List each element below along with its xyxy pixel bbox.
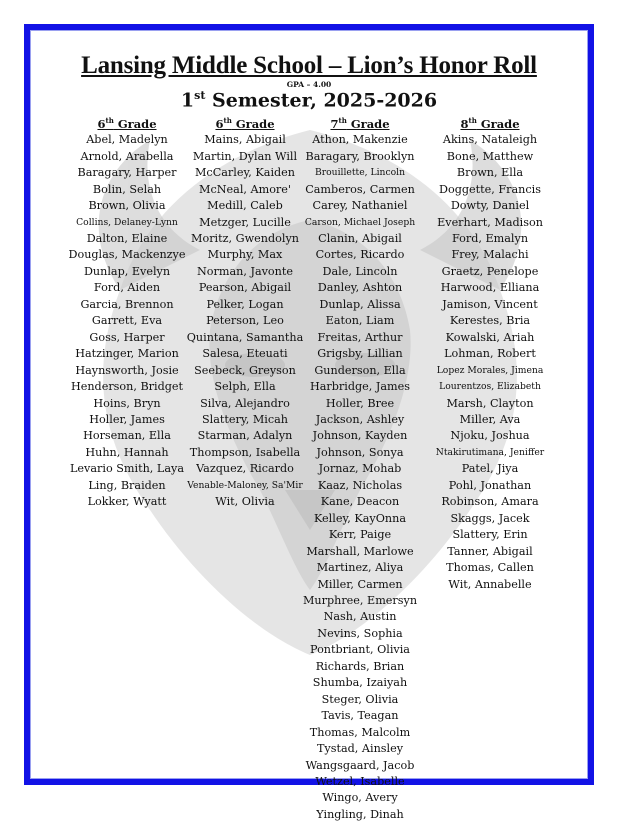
student-name: Wetzel, Isabelle (315, 774, 405, 788)
grade-suffix: th (105, 116, 114, 125)
student-name: Starman, Adalyn (197, 429, 293, 443)
student-name: Wit, Olivia (215, 495, 275, 509)
student-name: Seebeck, Greyson (194, 363, 296, 377)
page-title: Lansing Middle School – Lion’s Honor Roll (81, 52, 537, 79)
student-name: Metzger, Lucille (199, 215, 291, 229)
student-name: Wit, Annabelle (448, 577, 532, 591)
student-name: Bone, Matthew (446, 149, 534, 163)
student-name: Huhn, Hannah (85, 445, 169, 459)
semester-label: Semester, 2025-2026 (205, 89, 438, 112)
student-name: Danley, Ashton (317, 281, 403, 295)
student-name: Brown, Ella (456, 166, 524, 180)
gpa-subtitle: GPA – 4.00 (286, 80, 332, 89)
student-name: Njoku, Joshua (450, 429, 530, 443)
student-name: Ford, Aiden (93, 281, 161, 295)
student-name: Johnson, Sonya (316, 445, 404, 459)
student-name: Pearson, Abigail (198, 281, 292, 295)
grade-number: 6 (215, 116, 224, 131)
student-name: Yingling, Dinah (316, 807, 404, 821)
student-name: Selph, Ella (214, 380, 276, 394)
student-name: Medill, Caleb (207, 199, 283, 213)
student-name: Nevins, Sophia (317, 626, 403, 640)
student-name: Douglas, Mackenzye (68, 248, 186, 262)
student-name: Doggette, Francis (439, 182, 541, 196)
student-name: Kowalski, Ariah (445, 330, 535, 344)
student-name: Silva, Alejandro (200, 396, 290, 410)
student-name: Pelker, Logan (206, 297, 284, 311)
student-name: Freitas, Arthur (317, 330, 403, 344)
grade-number: 7 (330, 116, 339, 131)
student-name: Haynsworth, Josie (75, 363, 179, 377)
student-name: Shumba, Izaiyah (312, 676, 408, 690)
student-name: Garrett, Eva (91, 314, 163, 328)
student-name: Mains, Abigail (204, 133, 286, 147)
student-name: Peterson, Leo (206, 314, 284, 328)
student-name: Slattery, Erin (452, 528, 528, 542)
student-name: Tanner, Abigail (447, 544, 533, 558)
student-name: Baragary, Harper (77, 166, 177, 180)
student-name: Jornaz, Mohab (318, 462, 402, 476)
grade-column (420, 113, 560, 593)
student-name: Slattery, Micah (202, 412, 288, 426)
student-name: Goss, Harper (89, 330, 165, 344)
student-name: Athon, Makenzie (312, 133, 408, 147)
student-name: Graetz, Penelope (441, 264, 539, 278)
student-name: Kerestes, Bria (449, 314, 531, 328)
semester-heading (0, 89, 618, 111)
student-name: Kelley, KayOnna (314, 511, 406, 525)
student-name: Marshall, Marlowe (306, 544, 414, 558)
student-name: Frey, Malachi (451, 248, 529, 262)
student-name: Arnold, Arabella (80, 149, 174, 163)
student-name: Steger, Olivia (321, 692, 399, 706)
student-name: Collins, Delaney-Lynn (76, 216, 178, 228)
grade-number: 8 (460, 116, 469, 131)
student-name: Lohman, Robert (444, 347, 536, 361)
student-name: Harwood, Elliana (440, 281, 540, 295)
student-name: Robinson, Amara (441, 495, 539, 509)
grade-suffix: th (338, 116, 347, 125)
student-name: Tavis, Teagan (321, 709, 399, 723)
student-name: Thompson, Isabella (189, 445, 301, 459)
grade-heading (290, 113, 430, 132)
student-name: Brown, Olivia (88, 199, 166, 213)
grade-column (290, 113, 430, 823)
student-name: Wingo, Avery (322, 791, 398, 805)
student-name: Jamison, Vincent (442, 297, 538, 311)
student-name: Henderson, Bridget (70, 380, 184, 394)
student-name: Harbridge, James (309, 380, 411, 394)
student-name: Eaton, Liam (325, 314, 395, 328)
student-name: Salesa, Eteuati (202, 347, 288, 361)
student-name: McCarley, Kaiden (194, 166, 296, 180)
student-name: Kaaz, Nicholas (317, 478, 403, 492)
grade-label: Grade (231, 116, 275, 131)
student-name: Thomas, Callen (446, 561, 534, 575)
grade-suffix: th (223, 116, 232, 125)
student-name: Murphree, Emersyn (302, 593, 418, 607)
student-name: Everhart, Madison (437, 215, 543, 229)
student-name: Vazquez, Ricardo (196, 462, 294, 476)
student-name: Moritz, Gwendolyn (191, 232, 299, 245)
student-name: Martin, Dylan Will (192, 149, 298, 163)
student-name: Dunlap, Evelyn (83, 264, 171, 278)
student-name: McNeal, Amore' (199, 182, 291, 196)
student-name: Holler, Bree (325, 396, 395, 410)
student-name: Ford, Emalyn (451, 232, 529, 245)
student-name: Martinez, Aliya (316, 561, 404, 575)
student-name: Jackson, Ashley (315, 412, 405, 426)
grade-number: 6 (97, 116, 106, 131)
student-name: Pohl, Jonathan (448, 478, 532, 492)
student-name: Nash, Austin (323, 610, 397, 624)
student-name: Richards, Brian (315, 659, 405, 673)
student-name: Patel, Jiya (461, 462, 519, 476)
student-name: Lokker, Wyatt (87, 495, 167, 509)
student-name: Miller, Ava (459, 412, 521, 426)
student-name: Gunderson, Ella (314, 363, 406, 377)
student-name: Kerr, Paige (328, 528, 392, 542)
grade-label: Grade (113, 116, 157, 131)
student-name: Tystad, Ainsley (316, 742, 404, 756)
student-name: Holler, James (89, 412, 165, 426)
student-name: Baragary, Brooklyn (305, 149, 415, 163)
student-name: Grigsby, Lillian (317, 347, 403, 361)
student-name: Dowty, Daniel (450, 199, 530, 213)
grade-suffix: th (468, 116, 477, 125)
student-name: Johnson, Kayden (312, 429, 408, 443)
grade-heading (420, 113, 560, 132)
student-name: Clanin, Abigail (318, 232, 402, 245)
student-name: Dalton, Elaine (86, 232, 168, 245)
student-name: Camberos, Carmen (305, 182, 415, 196)
student-name: Murphy, Max (207, 248, 283, 262)
student-name: Dunlap, Alissa (319, 297, 401, 311)
student-name: Ling, Braiden (88, 478, 166, 492)
student-name: Garcia, Brennon (80, 297, 174, 311)
student-name: Hatzinger, Marion (75, 347, 179, 361)
grade-label: Grade (476, 116, 520, 131)
student-name: Skaggs, Jacek (450, 511, 530, 525)
student-name: Thomas, Malcolm (309, 725, 411, 739)
student-name: Quintana, Samantha (186, 330, 304, 344)
student-name: Pontbriant, Olivia (310, 643, 410, 657)
student-name: Hoins, Bryn (93, 396, 161, 410)
student-name: Miller, Carmen (317, 577, 403, 591)
student-name: Lourentzos, Elizabeth (439, 381, 541, 393)
student-name: Abel, Madelyn (86, 133, 168, 147)
student-name: Dale, Lincoln (322, 264, 398, 278)
student-name: Cortes, Ricardo (315, 248, 405, 262)
student-name: Levario Smith, Laya (69, 462, 184, 476)
student-name: Akins, Nataleigh (442, 133, 538, 147)
student-name: Ntakirutimana, Jeniffer (435, 446, 545, 458)
student-name: Brouillette, Lincoln (315, 167, 405, 179)
student-name: Venable-Maloney, Sa'Mir (187, 479, 303, 491)
student-name: Lopez Morales, Jimena (436, 364, 544, 376)
student-name: Marsh, Clayton (446, 396, 534, 410)
student-name: Wangsgaard, Jacob (305, 758, 415, 772)
student-name: Carson, Michael Joseph (304, 216, 416, 228)
semester-suffix: st (194, 89, 206, 102)
student-name: Norman, Javonte (196, 264, 293, 278)
student-name: Horseman, Ella (83, 429, 171, 443)
student-name: Kane, Deacon (320, 495, 400, 509)
semester-number: 1 (180, 89, 195, 112)
grade-label: Grade (346, 116, 390, 131)
student-name: Carey, Nathaniel (312, 199, 408, 213)
student-name: Bolin, Selah (92, 182, 162, 196)
